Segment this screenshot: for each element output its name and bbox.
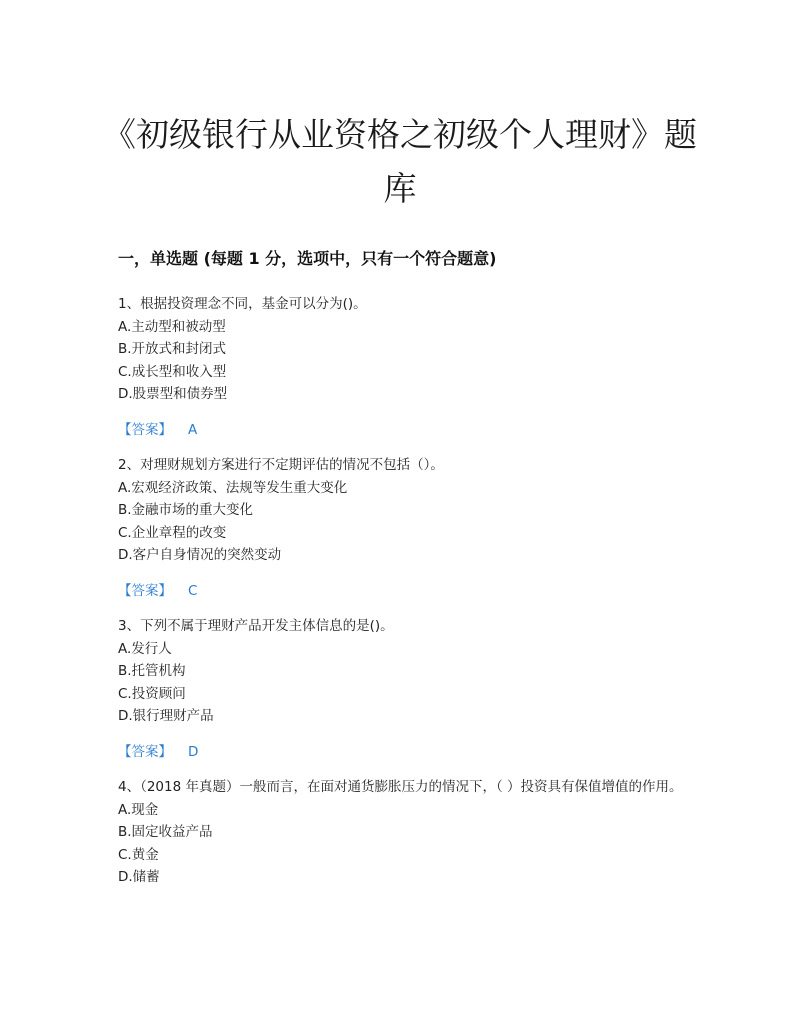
answer-line — [118, 580, 688, 603]
option-a: A.主动型和被动型 — [118, 318, 226, 335]
question-stem: 4、（2018 年真题）一般而言，在面对通货膨胀压力的情况下，（ ）投资具有保值增值的作用。 — [118, 779, 683, 795]
question-list — [118, 293, 688, 902]
question-2 — [118, 454, 688, 602]
option-d: D.客户自身情况的突然变动 — [118, 547, 282, 563]
option-c: C.黄金 — [118, 846, 159, 863]
answer-label: 【答案】 — [118, 582, 172, 599]
option-c: C.投资顾问 — [118, 685, 186, 702]
question-1 — [118, 293, 688, 441]
option-b: B.金融市场的重大变化 — [118, 502, 254, 518]
question-stem: 2、对理财规划方案进行不定期评估的情况不包括（）。 — [118, 457, 444, 473]
option-b: B.托管机构 — [118, 663, 186, 679]
answer-value: D — [188, 743, 199, 760]
option-a: A.发行人 — [118, 640, 172, 657]
option-d: D.股票型和债券型 — [118, 386, 228, 402]
option-b: B.固定收益产品 — [118, 824, 213, 840]
answer-label: 【答案】 — [118, 421, 172, 438]
question-stem: 3、下列不属于理财产品开发主体信息的是()。 — [118, 618, 394, 634]
question-4 — [118, 776, 688, 889]
answer-line — [118, 419, 688, 442]
option-d: D.银行理财产品 — [118, 708, 214, 724]
option-a: A.现金 — [118, 801, 159, 818]
option-d: D.储蓄 — [118, 869, 160, 885]
answer-value: A — [188, 421, 198, 438]
answer-label: 【答案】 — [118, 743, 172, 760]
section-heading: 一，单选题 (每题 1 分，选项中，只有一个符合题意) — [118, 249, 497, 268]
option-c: C.企业章程的改变 — [118, 524, 227, 541]
question-3 — [118, 615, 688, 763]
question-stem: 1、根据投资理念不同，基金可以分为()。 — [118, 296, 367, 312]
answer-line — [118, 741, 688, 764]
option-c: C.成长型和收入型 — [118, 363, 227, 380]
option-b: B.开放式和封闭式 — [118, 341, 227, 357]
document-title: 《初级银行从业资格之初级个人理财》题库 — [103, 115, 697, 208]
option-a: A.宏观经济政策、法规等发生重大变化 — [118, 479, 348, 496]
answer-value: C — [188, 582, 198, 599]
